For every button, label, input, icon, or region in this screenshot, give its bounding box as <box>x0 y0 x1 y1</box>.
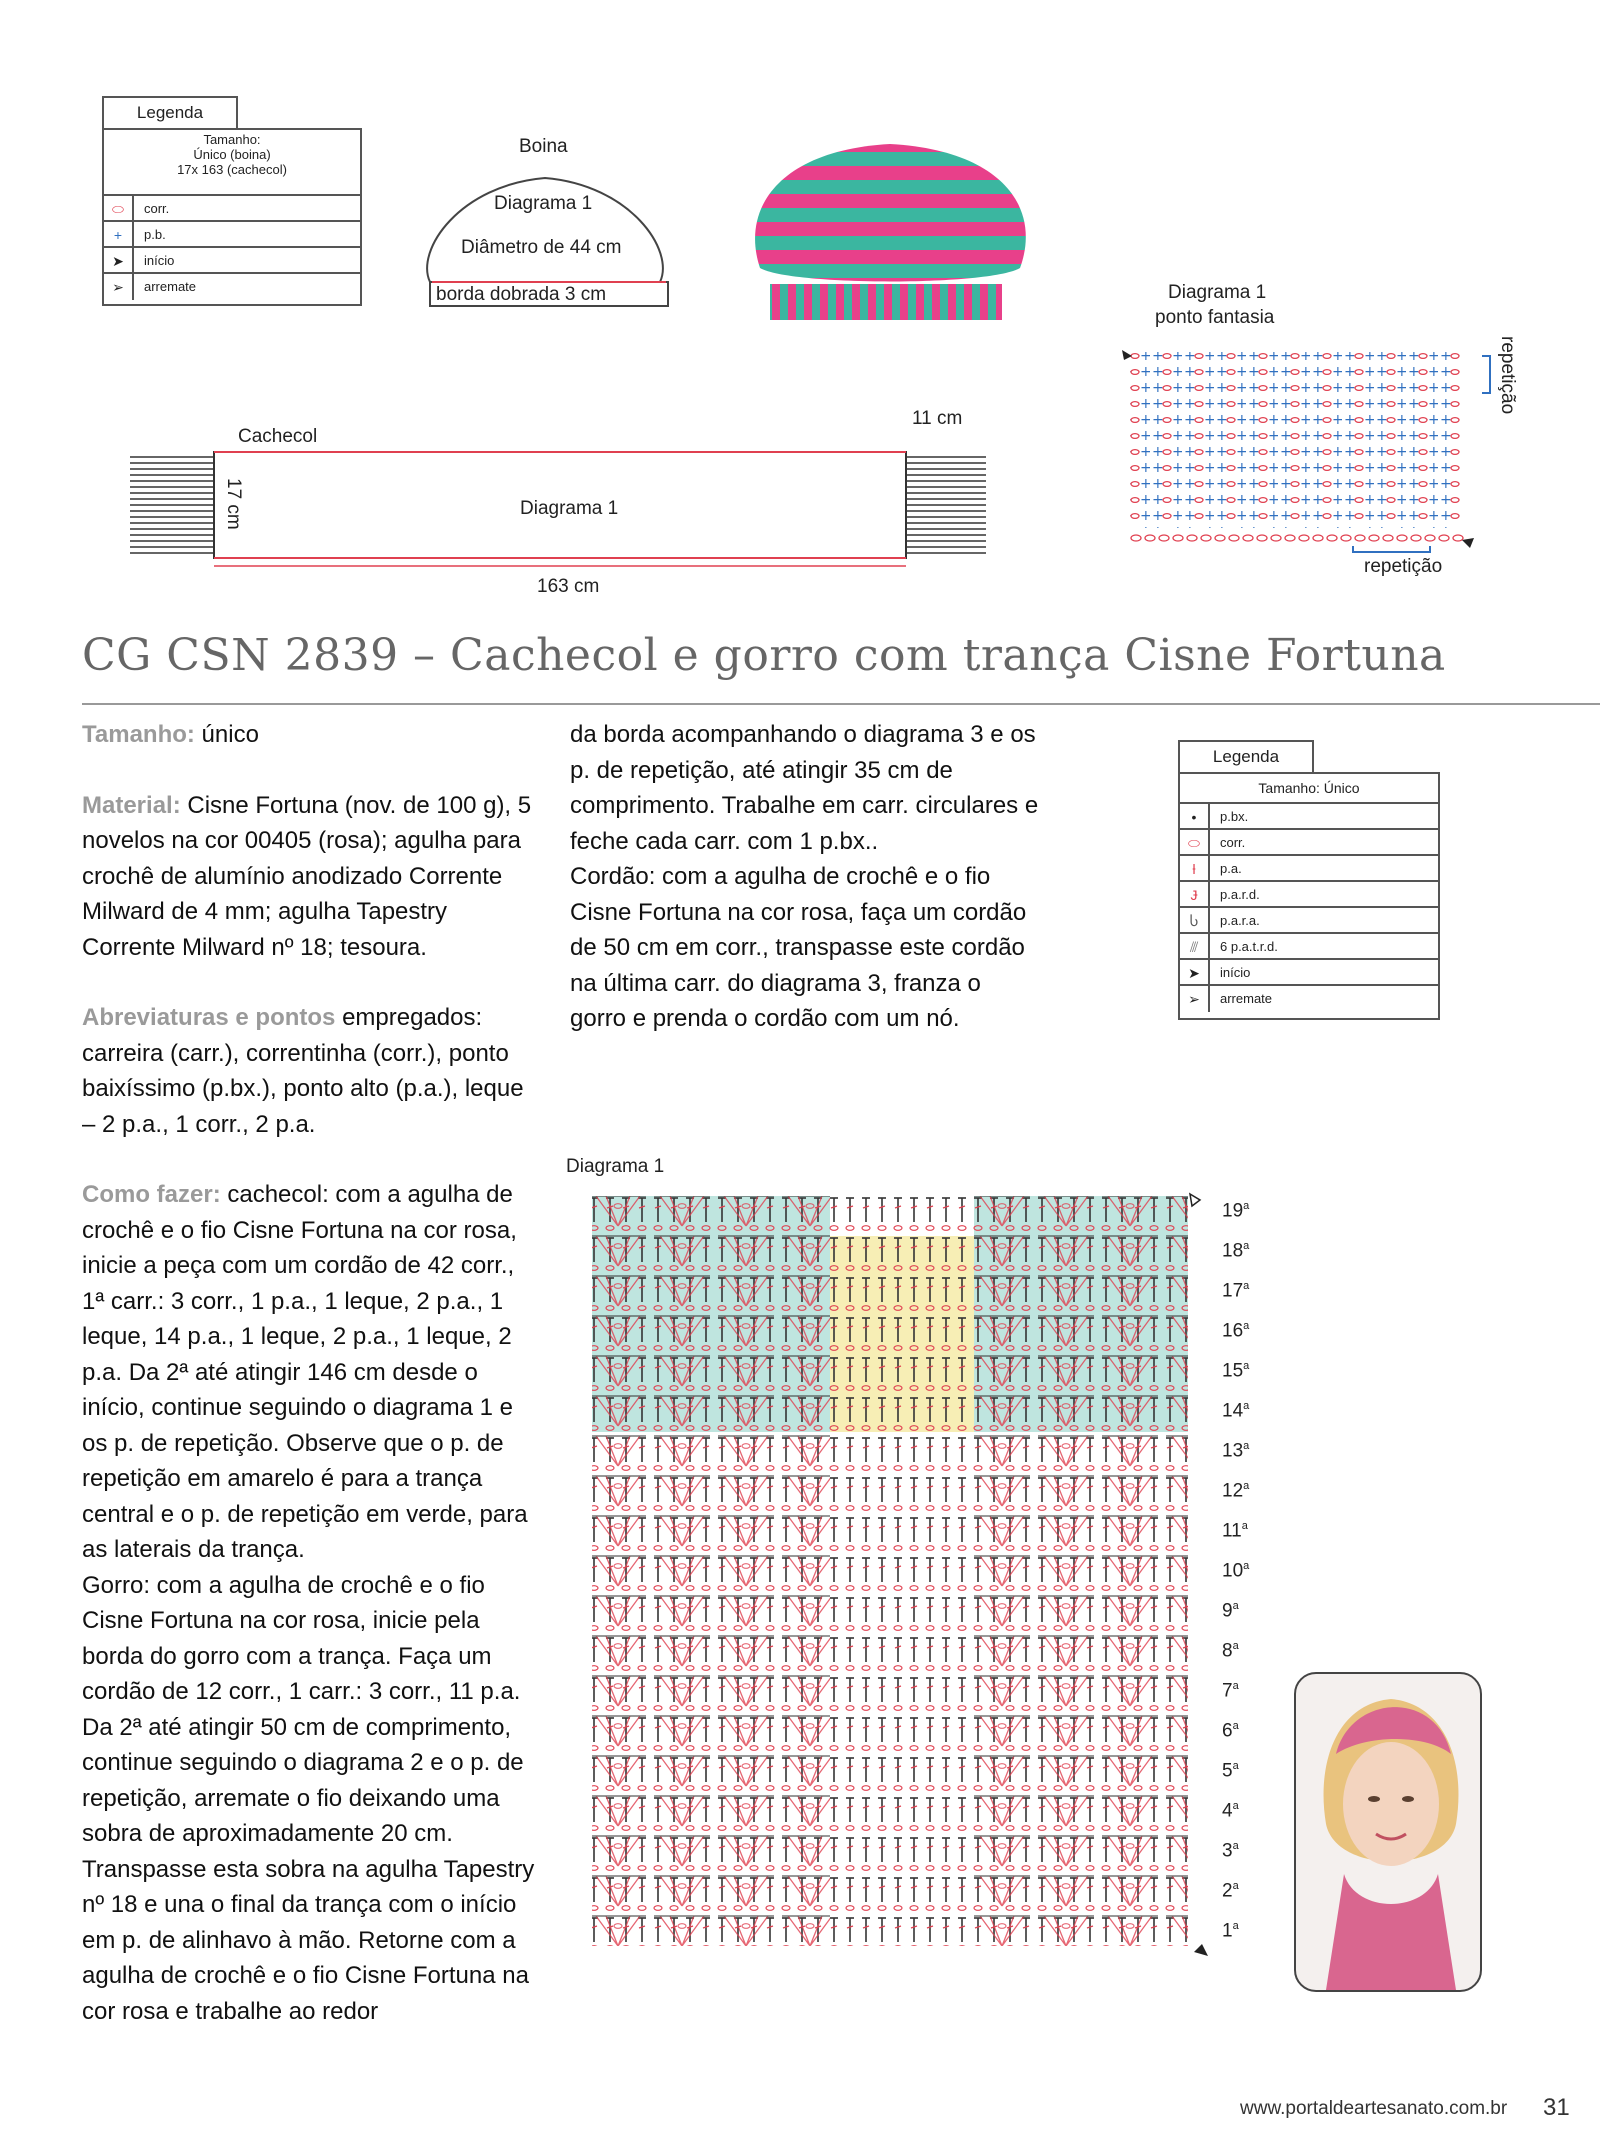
plus-symbol-icon: + <box>104 222 134 248</box>
legend-2-item: p.a. <box>1220 861 1242 876</box>
text-column-1 <box>82 717 537 2029</box>
model-photo <box>1294 1672 1482 1992</box>
material-paragraph <box>82 788 537 966</box>
row-number: 13$^a$ <box>1222 1440 1250 1462</box>
material-label: Material: <box>82 791 181 819</box>
diagram1-label: Diagrama 1 <box>566 1156 665 1177</box>
row-number: 8$^a$ <box>1222 1640 1239 1662</box>
front-post-icon: Ɉ <box>1180 882 1210 908</box>
legend-2-row <box>1180 880 1438 908</box>
legend-2-row <box>1180 854 1438 882</box>
legend-2-item: corr. <box>1220 835 1246 850</box>
fantasia-stitch-grid <box>1118 348 1478 558</box>
legend-2-row <box>1180 828 1438 856</box>
double-crochet-icon: ƚ <box>1180 856 1210 882</box>
fantasia-repeat-bracket-bottom <box>1352 546 1432 556</box>
material-text: Cisne Fortuna (nov. de 100 g), 5 novelos na cor 00405 (rosa); agulha para crochê de alumínio anodizado Corrente Milward de 4 mm; agulha Tapestry Corrente Milward nº 18; tesoura. <box>82 791 532 961</box>
legend-2-item: p.a.r.a. <box>1220 913 1260 928</box>
legend-1-tab: Legenda <box>102 96 238 128</box>
text-column-2 <box>570 717 1040 1037</box>
cachecol-length-label: 163 cm <box>537 576 600 597</box>
legend-1-size-label: Tamanho: <box>203 132 261 147</box>
legend-2-row <box>1180 958 1438 986</box>
cachecol-height-label: 17 cm <box>223 478 244 530</box>
model-photo-illustration <box>1296 1674 1480 1990</box>
fantasia-title: Diagrama 1 <box>1168 282 1267 303</box>
start-arrow-icon: ➤ <box>1180 960 1210 986</box>
legend-2-item: arremate <box>1220 991 1273 1006</box>
row-number: 12$^a$ <box>1222 1480 1250 1502</box>
legend-1-item: corr. <box>144 201 170 216</box>
legend-2-item: p.a.r.d. <box>1220 887 1260 902</box>
como-fazer-text: cachecol: com a agulha de crochê e o fio Cisne Fortuna na cor rosa, inicie a peça com um cordão de 42 corr., 1ª carr.: 3 corr., 1 p.a., 1 leque, 2 p.a., 1 leque, 14 p.a., 1 leque, 2 p.a., 1 leque, 2 p.a. Da 2ª até atingir 146 cm desde o início, continue seguindo o diagrama 1 e os p. de repetição. Observe que o p. de repetição em amarelo é para a trança central e o p. de repetição em verde, para as laterais da trança. <box>82 1181 528 1563</box>
legend-1-row <box>104 220 360 248</box>
diagram1-row-numbers <box>1222 1200 1282 1960</box>
legend-1-item: p.b. <box>144 227 166 242</box>
legend-2-item: p.bx. <box>1220 809 1249 824</box>
legend-1-box <box>102 128 362 306</box>
back-post-icon: Ⴑ <box>1180 908 1210 934</box>
row-number: 16$^a$ <box>1222 1320 1250 1342</box>
row-number: 11$^a$ <box>1222 1520 1248 1542</box>
chain-symbol-icon: ⬭ <box>1180 830 1210 856</box>
legend-2-row <box>1180 984 1438 1012</box>
row-number: 2$^a$ <box>1222 1880 1239 1902</box>
beret-striped-illustration <box>740 138 1040 328</box>
cachecol-title: Cachecol <box>238 426 318 447</box>
footer-url: www.portaldeartesanato.com.br <box>1240 2098 1508 2119</box>
tamanho-value: único <box>194 721 259 748</box>
como-fazer-paragraph <box>82 1177 537 1568</box>
legend-1-row <box>104 194 360 222</box>
legend-1-row <box>104 272 360 300</box>
boina-title: Boina <box>519 136 568 157</box>
legend-1-item: arremate <box>144 279 197 294</box>
cachecol-diagram-label: Diagrama 1 <box>520 498 619 519</box>
title-divider <box>82 703 1600 705</box>
page-title: CG CSN 2839 – Cachecol e gorro com trança Cisne Fortuna <box>82 630 1446 681</box>
boina-diameter-label: Diâmetro de 44 cm <box>461 237 622 258</box>
gorro-paragraph: Gorro: com a agulha de crochê e o fio Cisne Fortuna na cor rosa, inicie pela borda do gorro com a trança. Faça um cordão de 12 corr., 1 carr.: 3 corr., 11 p.a. Da 2ª até atingir 50 cm de comprimento, continue seguindo o diagrama 2 e o p. de repetição, arremate o fio deixando uma sobra de aproximadamente 20 cm. Transpasse esta sobra na agulha Tapestry nº 18 e una o final da trança com o início em p. de alinhavo à mão. Retorne com a agulha de crochê e o fio Cisne Fortuna na cor rosa e trabalhe ao redor <box>82 1571 535 2025</box>
legend-1-size-line2: 17x 163 (cachecol) <box>177 162 287 177</box>
diagram1-cable-chart <box>586 1192 1216 1962</box>
row-number: 4$^a$ <box>1222 1800 1239 1822</box>
start-arrow-icon: ➤ <box>104 248 134 274</box>
como-fazer-label: Como fazer: <box>82 1181 221 1208</box>
legend-2-item: 6 p.a.t.r.d. <box>1220 939 1278 954</box>
finish-arrow-icon: ➢ <box>104 274 134 300</box>
abreviaturas-label: Abreviaturas e pontos <box>82 1004 336 1031</box>
legend-2-size: Tamanho: Único <box>1258 780 1360 796</box>
legend-2-row <box>1180 906 1438 934</box>
row-number: 1$^a$ <box>1222 1920 1239 1942</box>
legend-1-item: início <box>144 253 175 268</box>
row-number: 19$^a$ <box>1222 1200 1250 1222</box>
fantasia-subtitle: ponto fantasia <box>1155 307 1275 328</box>
row-number: 15$^a$ <box>1222 1360 1250 1382</box>
legend-2-row <box>1180 802 1438 830</box>
finish-arrow-icon: ➢ <box>1180 986 1210 1012</box>
cable-stitch-icon: ⫻ <box>1180 934 1210 960</box>
legend-2-row <box>1180 932 1438 960</box>
row-number: 6$^a$ <box>1222 1720 1239 1742</box>
tamanho-label: Tamanho: <box>82 721 195 748</box>
boina-diagram-label: Diagrama 1 <box>494 193 593 214</box>
legend-1-size-line1: Único (boina) <box>193 147 271 162</box>
cachecol-fringe-label: 11 cm <box>912 408 963 429</box>
slip-stitch-icon: • <box>1180 804 1210 830</box>
legend-2-item: início <box>1220 965 1251 980</box>
chain-symbol-icon: ⬭ <box>104 196 134 222</box>
fantasia-repeat-bottom-label: repetição <box>1364 556 1443 577</box>
row-number: 3$^a$ <box>1222 1840 1239 1862</box>
legend-2-box <box>1178 772 1440 1020</box>
row-number: 5$^a$ <box>1222 1760 1239 1782</box>
legend-1-row <box>104 246 360 274</box>
col2-paragraph-2: Cordão: com a agulha de crochê e o fio Cisne Fortuna na cor rosa, faça um cordão de 50 cm em corr., transpasse este cordão na última carr. do diagrama 3, franza o gorro e prenda o cordão com um nó. <box>570 863 1027 1032</box>
tamanho-paragraph <box>82 717 537 753</box>
col2-paragraph-1: da borda acompanhando o diagrama 3 e os p. de repetição, até atingir 35 cm de comprimento. Trabalhe em carr. circulares e feche cada carr. com 1 p.bx.. <box>570 721 1039 855</box>
abreviaturas-paragraph <box>82 1000 537 1142</box>
page-number: 31 <box>1543 2094 1570 2121</box>
row-number: 7$^a$ <box>1222 1680 1239 1702</box>
fantasia-repeat-bracket-right <box>1482 355 1492 395</box>
row-number: 10$^a$ <box>1222 1560 1250 1582</box>
row-number: 18$^a$ <box>1222 1240 1250 1262</box>
boina-border-label: borda dobrada 3 cm <box>436 284 607 305</box>
abreviaturas-text: empregados: carreira (carr.), correntinha (corr.), ponto baixíssimo (p.bx.), ponto alto (p.a.), leque – 2 p.a., 1 corr., 2 p.a. <box>82 1004 524 1138</box>
row-number: 14$^a$ <box>1222 1400 1250 1422</box>
legend-2-tab: Legenda <box>1178 740 1314 772</box>
fantasia-repeat-right-label: repetição <box>1497 336 1518 415</box>
row-number: 9$^a$ <box>1222 1600 1239 1622</box>
legend-1-size <box>104 132 360 177</box>
row-number: 17$^a$ <box>1222 1280 1250 1302</box>
